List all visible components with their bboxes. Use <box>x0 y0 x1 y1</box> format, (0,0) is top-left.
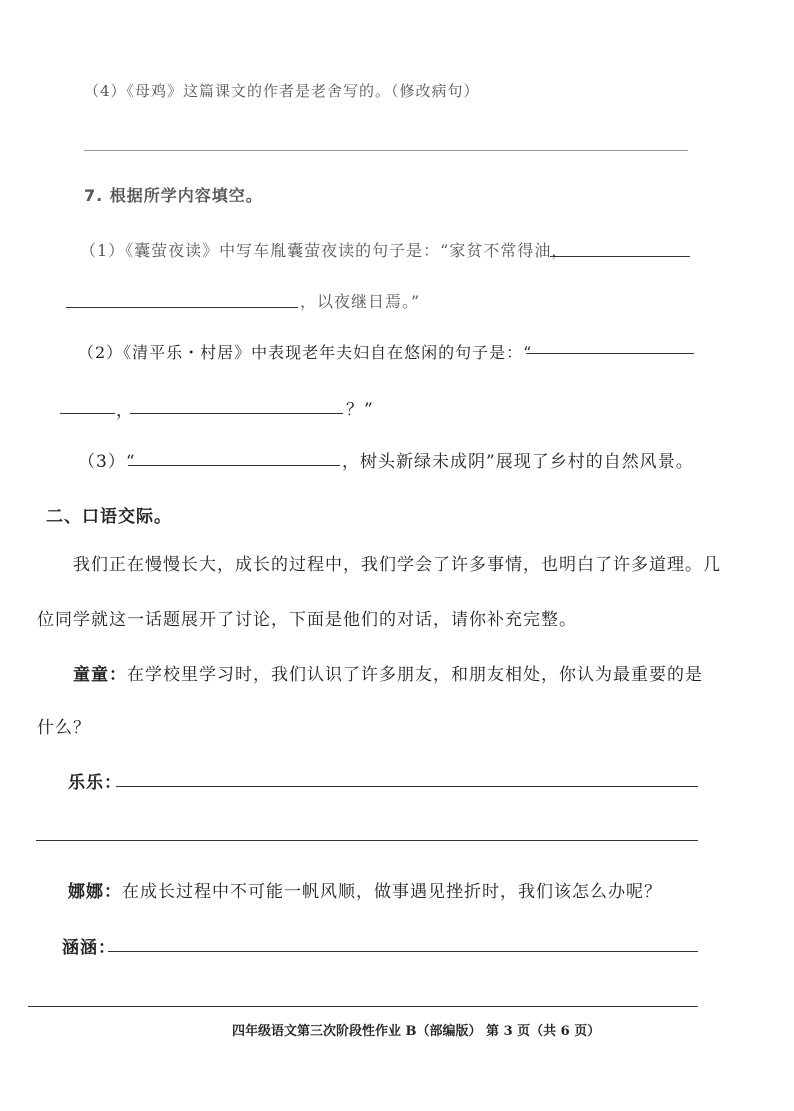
page-footer: 四年级语文第三次阶段性作业 B（部编版） 第 3 页（共 6 页） <box>232 1024 601 1039</box>
tongtong-dialogue <box>73 660 703 685</box>
q6-item4-answer-line[interactable] <box>84 150 688 151</box>
q7-item1-blank-a[interactable] <box>550 256 690 257</box>
lele-label: 乐乐： <box>68 773 122 793</box>
q7-item1-blank-b[interactable] <box>66 307 298 308</box>
hanhan-answer-line1[interactable] <box>108 951 698 952</box>
nana-text: 在成长过程中不可能一帆风顺，做事遇见挫折时，我们该怎么办呢？ <box>122 882 662 902</box>
q7-item3-blank[interactable] <box>128 465 340 466</box>
hanhan-answer-line2[interactable] <box>28 1006 698 1007</box>
section2-intro-line1: 我们正在慢慢长大，成长的过程中，我们学会了许多事情，也明白了许多道理。几 <box>73 555 721 575</box>
tongtong-label: 童童： <box>73 665 127 685</box>
section2-heading: 二、口语交际。 <box>46 507 172 527</box>
q7-item2-blank-b[interactable] <box>60 413 115 414</box>
q7-item2-suffix: ？” <box>346 400 374 420</box>
q7-item1-prefix: （1）《囊萤夜读》中写车胤囊萤夜读的句子是：“家贫不常得油， <box>80 241 569 260</box>
tongtong-text-line2: 什么？ <box>37 718 91 738</box>
lele-answer-line2[interactable] <box>36 840 698 841</box>
q7-item2-blank-c[interactable] <box>130 413 343 414</box>
q6-item4-text: （4）《母鸡》这篇课文的作者是老舍写的。（修改病句） <box>84 82 480 100</box>
q7-item2-comma: ， <box>116 401 134 421</box>
tongtong-text-line1: 在学校里学习时，我们认识了许多朋友，和朋友相处，你认为最重要的是 <box>127 665 703 685</box>
q7-item3-suffix: ，树头新绿未成阴”展现了乡村的自然风景。 <box>342 452 694 472</box>
nana-label: 娜娜： <box>68 882 122 902</box>
q7-title: 7. 根据所学内容填空。 <box>84 186 263 205</box>
q7-item2-prefix: （2）《清平乐・村居》中表现老年夫妇自在悠闲的句子是：“ <box>78 343 533 362</box>
section2-intro-line2: 位同学就这一话题展开了讨论，下面是他们的对话，请你补充完整。 <box>37 610 577 630</box>
q7-item2-blank-a[interactable] <box>526 353 694 354</box>
lele-answer-line1[interactable] <box>116 786 698 787</box>
q7-item1-suffix: ，以夜继日焉。” <box>300 292 421 311</box>
nana-dialogue <box>68 877 662 902</box>
hanhan-label: 涵涵： <box>62 938 116 958</box>
q7-item3-prefix: （3）“ <box>78 452 136 472</box>
